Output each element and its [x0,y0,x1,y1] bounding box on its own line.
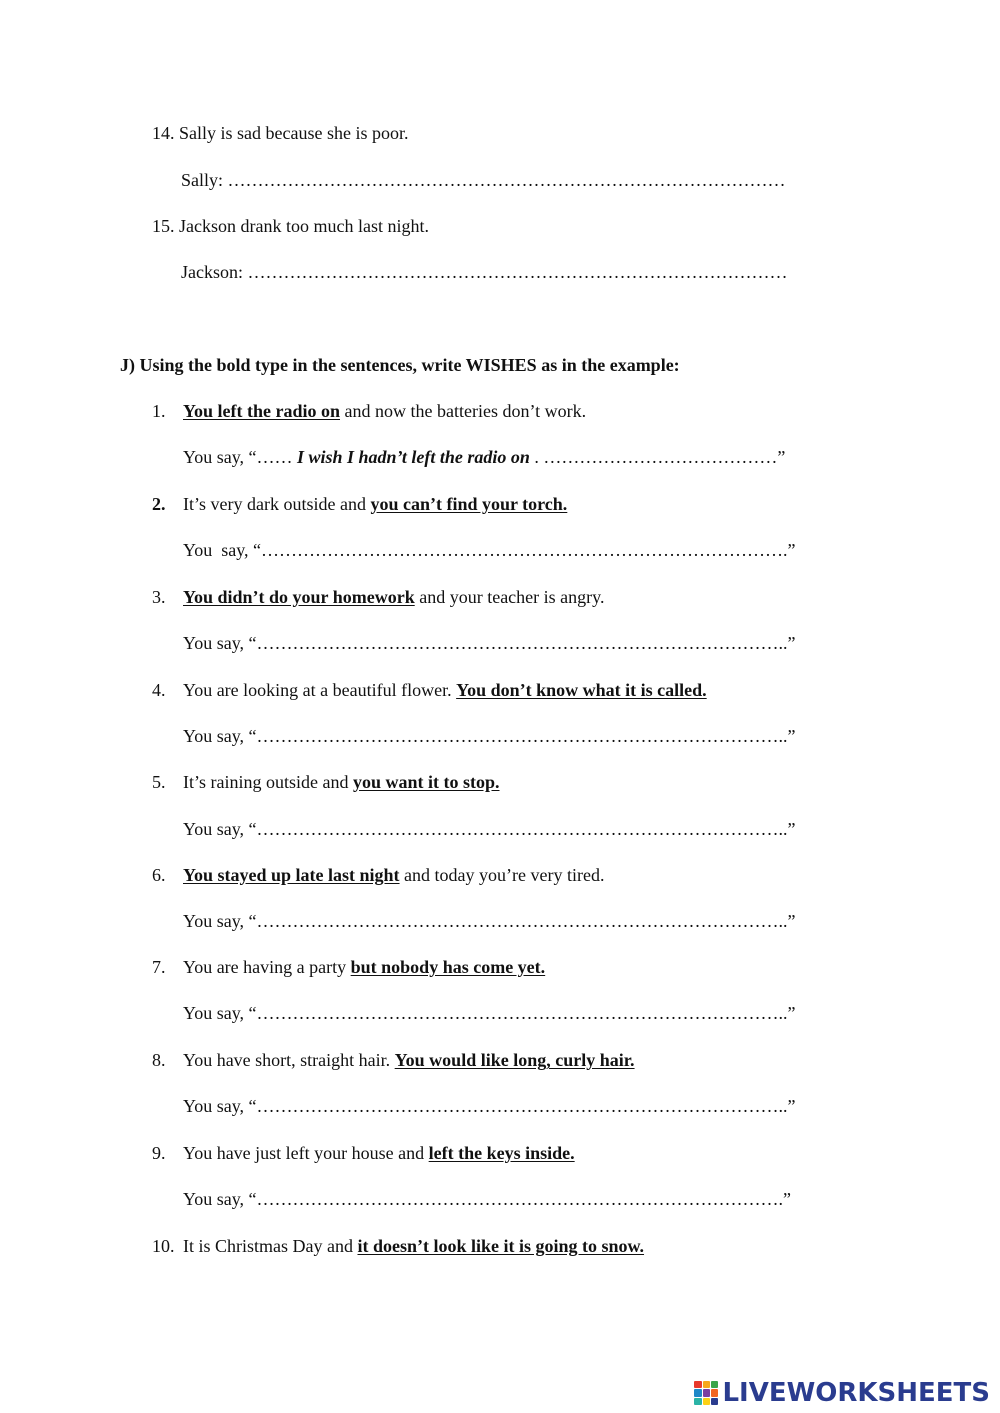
sentence-text: You are having a party [183,957,351,977]
item-sentence [183,1144,575,1162]
sentence-text: You have short, straight hair. [183,1050,395,1070]
answer-line[interactable] [183,541,796,559]
answer-prefix: You say, “……………………………………………………………………………..” [183,726,796,746]
answer-line[interactable] [183,912,796,930]
bold-prompt: You don’t know what it is called. [456,680,707,700]
answer-line[interactable] [183,1190,791,1208]
prev-item-15-sentence [152,217,429,235]
bold-prompt: You would like long, curly hair. [394,1050,635,1070]
item-sentence [183,773,500,791]
logo-square [694,1389,701,1396]
answer-prefix: You say, “…………………………………………………………………………….” [183,540,796,560]
example-answer: I wish I hadn’t left the radio on [297,447,530,467]
bold-prompt: but nobody has come yet. [350,957,546,977]
sentence-text: and your teacher is angry. [414,587,605,607]
prev-item-15-answer-line[interactable] [181,263,788,281]
logo-square [703,1381,710,1388]
bold-prompt: you can’t find your torch. [370,494,568,514]
answer-prefix: You say, “……………………………………………………………………………..” [183,1096,796,1116]
logo-text: LIVEWORKSHEETS [722,1378,990,1408]
answer-line[interactable] [183,820,796,838]
item-sentence [183,1237,644,1255]
sentence-text: You have just left your house and [183,1143,429,1163]
item-number: 5. [152,772,166,792]
answer-prefix: You say, “…… [183,447,298,467]
prev-item-14-sentence [152,124,408,142]
answer-line[interactable] [183,448,785,466]
item-number: 7. [152,957,166,977]
item-number: 2. [152,494,166,514]
answer-prefix: You say, “……………………………………………………………………………..” [183,1003,796,1023]
sentence-text: It’s raining outside and [183,772,353,792]
bold-prompt: You stayed up late last night [183,865,400,885]
liveworksheets-logo [694,1378,990,1408]
prev-item-14-answer-line[interactable] [181,171,786,189]
answer-dots: ………………………………………………………………………………… [227,170,786,190]
item-number: 3. [152,587,166,607]
item-number: 8. [152,1050,166,1070]
item-sentence [183,1051,635,1069]
item-sentence [183,681,707,699]
prev-item-number: 15. [152,216,175,236]
item-sentence [183,402,586,420]
sentence-text: You are looking at a beautiful flower. [183,680,457,700]
answer-suffix: . …………………………………” [529,447,786,467]
logo-square [694,1381,701,1388]
answer-line[interactable] [183,1004,796,1022]
bold-prompt: you want it to stop. [352,772,500,792]
answer-prefix: You say, “…………………………………………………………………………….” [183,1189,792,1209]
bold-prompt: it doesn’t look like it is going to snow. [357,1236,645,1256]
answer-prefix: Sally: [181,170,228,190]
prev-item-text: Jackson drank too much last night. [179,216,429,236]
answer-prefix: Jackson: [181,262,248,282]
sentence-text: and today you’re very tired. [399,865,605,885]
item-number: 1. [152,401,166,421]
bold-prompt: You didn’t do your homework [183,587,415,607]
answer-line[interactable] [183,1097,796,1115]
prev-item-text: Sally is sad because she is poor. [179,123,409,143]
item-sentence [183,588,604,606]
item-number: 6. [152,865,166,885]
answer-line[interactable] [183,634,796,652]
logo-square [711,1381,718,1388]
section-heading: J) Using the bold type in the sentences, write WISHES as in the example: [120,355,680,375]
answer-line[interactable] [183,727,796,745]
answer-prefix: You say, “……………………………………………………………………………..” [183,819,796,839]
item-number: 4. [152,680,166,700]
item-sentence [183,866,604,884]
answer-dots: ……………………………………………………………………………… [247,262,788,282]
logo-square [703,1398,710,1405]
item-sentence [183,958,545,976]
bold-prompt: left the keys inside. [428,1143,575,1163]
answer-prefix: You say, “……………………………………………………………………………..” [183,633,796,653]
sentence-text: and now the batteries don’t work. [340,401,587,421]
item-number: 9. [152,1143,166,1163]
item-number: 10. [152,1236,175,1256]
logo-square [711,1398,718,1405]
sentence-text: It’s very dark outside and [183,494,371,514]
answer-prefix: You say, “……………………………………………………………………………..” [183,911,796,931]
item-sentence [183,495,567,513]
logo-square [711,1389,718,1396]
logo-square [703,1389,710,1396]
sentence-text: It is Christmas Day and [183,1236,358,1256]
logo-square [694,1398,701,1405]
logo-mark-icon [694,1381,718,1405]
bold-prompt: You left the radio on [183,401,340,421]
prev-item-number: 14. [152,123,175,143]
